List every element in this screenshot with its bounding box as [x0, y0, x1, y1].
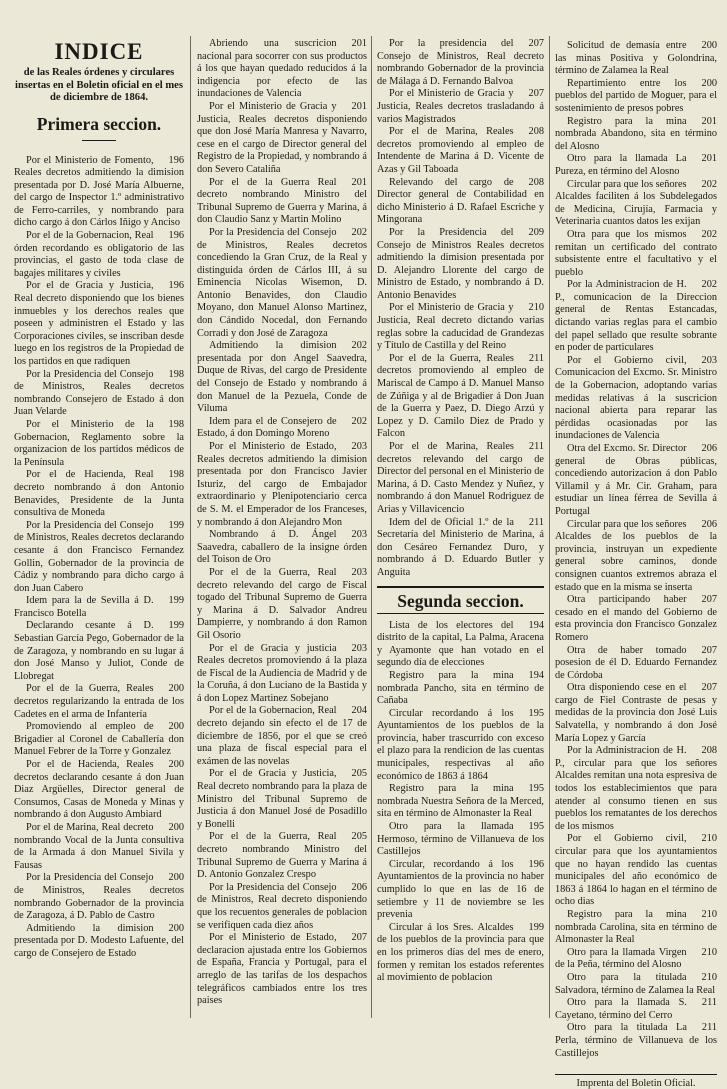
index-entry — [14, 923, 184, 961]
page-number: 207 — [701, 682, 717, 694]
page-number: 204 — [351, 705, 367, 717]
index-entry — [555, 594, 717, 644]
page-number: 205 — [351, 831, 367, 843]
entry-text: Por el de la Guerra, Real decreto nombrando Ministro del Tribunal Supremo de Guerra y Marina á D. Antonio Gonzalez Crespo — [197, 831, 367, 881]
entry-text: Idem para la de Sevilla á D. Francisco Botella — [14, 595, 154, 619]
index-entry — [377, 227, 544, 303]
index-entry — [555, 745, 717, 833]
entry-text: Otra participando haber cesado en el mando del Gobierno de esta provincia don Francisco Gonzalez Romero — [555, 594, 717, 643]
column-3 — [377, 38, 544, 1013]
page-number: 202 — [351, 340, 367, 352]
page-number: 210 — [701, 833, 717, 845]
index-entry — [197, 643, 367, 706]
entry-text: Por el de Gracia y justicia Reales decretos promoviendo á la plaza de Fiscal de la Audiencia de Madrid y de la Coruña, á don Luciano de la Bastida y á don Lopez Martinez Sobejano — [197, 642, 367, 704]
entry-text: Circular para que los señores Alcaldes faciliten á los Subdelegados de Medicina, Cirujía, Farmacia y Veterinaria cuantos datos les exijan — [555, 178, 717, 228]
entry-text: Otra para que los mismos remitan un certificado del contrato subsistente entre el facultativo y el pueblo — [555, 228, 717, 278]
index-entry — [555, 972, 717, 997]
page-number: 205 — [351, 768, 367, 780]
entry-text: Por el de la Guerra, Reales decretos promoviendo al empleo de Mariscal de Campo á D. Manuel Manso de Zúñiga y al de Brigadier á Don Juan de la Guerra y Paez, D. Diego Arzú y Lopez y D. Camilo Diez de Prado y Falcon — [377, 352, 544, 440]
page-number: 207 — [701, 644, 717, 656]
page-number: 201 — [701, 153, 717, 165]
index-entry — [377, 177, 544, 227]
page-number: 203 — [351, 642, 367, 654]
page-number: 211 — [528, 516, 544, 528]
page-number: 207 — [701, 594, 717, 606]
entry-text: Por la presidencia del Consejo de Ministros, Real decreto nombrando Gobernador de la provincia de Málaga á D. Fernando Balvoa — [377, 38, 544, 87]
index-entry — [555, 833, 717, 909]
index-entry — [555, 153, 717, 178]
index-entry — [197, 831, 367, 881]
index-entry — [377, 708, 544, 784]
page-number: 196 — [168, 230, 184, 242]
index-entry — [555, 116, 717, 154]
page-number: 208 — [528, 176, 544, 188]
index-entry — [555, 909, 717, 947]
index-entry — [377, 821, 544, 859]
entry-text: Otro para la llamada Virgen de la Peña, término del Alosno — [555, 946, 687, 971]
entry-text: Otro para la titulada La Perla, término de Villanueva de los Castillejos — [555, 1022, 717, 1059]
page-number: 211 — [701, 1022, 717, 1034]
entry-text: Registro para la mina nombrada Abandono, sita en término del Alosno — [555, 115, 717, 152]
index-entry — [197, 177, 367, 227]
page-number: 201 — [351, 100, 367, 112]
page-number: 196 — [528, 858, 544, 870]
entry-text: Por el de la Guerra Real decreto nombrando Ministro del Tribunal Supremo de Guerra y Marina, á don Claudio Sanz y Martin Molino — [197, 176, 367, 226]
page-number: 200 — [168, 721, 184, 733]
entry-text: Por el Ministerio de la Gobernacion, Reglamento sobre la organizacion de los partidos médicos de la Península — [14, 418, 184, 468]
page-number: 195 — [528, 783, 544, 795]
index-entry — [197, 932, 367, 1008]
entry-text: Otro para la llamada Hermoso, término de Villanueva de los Castillejos — [377, 821, 544, 858]
page-number: 208 — [528, 126, 544, 138]
entry-text: Por la Presidencia del Consejo de Ministros, Reales decretos declarando cesante á don Francisco Fernandez Gollin, Gobernador de la provincia de Cádiz y nombrando para dicho cargo á don Juan Cabero — [14, 519, 184, 594]
page-number: 208 — [701, 745, 717, 757]
entry-text: Por el de la Gobernacion, Real órden recordando es obligatorio de las provincias, el gasto de toda clase de bagajes militares y civiles — [14, 230, 184, 279]
divider — [82, 140, 116, 141]
entry-text: Por la Presidencia del Consejo de Ministros, Reales decretos nombrando Gobernador de la provincia de Zaragoza, á D. Pablo de Castro — [14, 872, 184, 922]
entry-text: Admitiendo la dimision presentada por D. Modesto Lafuente, del cargo de Consejero de Estado — [14, 922, 184, 959]
entry-text: Registro para la mina nombrada Nuestra Señora de la Merced, sita en término de Almonaster la Real — [377, 783, 544, 820]
index-entry — [14, 872, 184, 922]
entry-text: Por la Presidencia del Consejo de Ministros Reales decretos admitiendo la dimision presentada por D. Alejandro Llorente del cargo de Ministro de Estado, y nombrando á D. Antonio Benavides — [377, 226, 544, 301]
page-number: 196 — [168, 280, 184, 292]
page-number: 206 — [701, 443, 717, 454]
entry-text: Por el Ministerio de Estado, declaracion ajustada entre los Gobiernos de España, Francia y Portugal, para el arreglo de las tarifas de los despachos telegráficos cambiados entre los tres paises — [197, 932, 367, 1007]
entry-text: Por el Gobierno civil, circular para que los ayuntamientos que no hayan rendido las cuentas municipales del año económico de 1863 á 1864 lo hagan en el término de ocho dias — [555, 833, 717, 908]
index-entry — [555, 1022, 717, 1060]
index-entry — [14, 419, 184, 469]
page-number: 200 — [168, 683, 184, 695]
page-number: 206 — [701, 518, 717, 530]
entry-text: Por la Presidencia del Consejo de Ministros, Reales decretos concediendo la Gran Cruz, de la Real y distinguida órden de Cárlos III, á su Eminencia Nicolas Wisemon, D. Antonio Benavides, don Claudio Moyano, don Manuel Alonso Martinez, don Cándido Nocedal, don Fernando Corradi y don José de Zaragoza — [197, 226, 367, 339]
entry-text: Por el de Gracia y Justicia, Real decreto disponiendo que los bienes inmuebles y los derechos reales que poseen y administren el Estado y las Corporaciones civiles, se inscriban desde luego en los registros de la Propiedad de los partidos en que radiquen — [14, 280, 184, 367]
page-number: 200 — [168, 759, 184, 770]
index-entry — [377, 517, 544, 580]
page-number: 198 — [168, 418, 184, 430]
section-heading-segunda: Segunda seccion. — [397, 590, 524, 611]
entry-text: Por el Gobierno civil, Comunicacion del Excmo. Sr. Ministro de la Gobernacion, adoptando varias medidas relativas á la suscricion nacional abierta para reparar las pérdidas ocasionadas por las inundaciones de Valencia — [555, 354, 717, 442]
index-entry — [555, 229, 717, 279]
index-entry — [377, 302, 544, 352]
page-number: 210 — [701, 971, 717, 983]
index-entry — [197, 101, 367, 177]
entry-text: Por el Ministerio de Fomento, Reales decretos admitiendo la dimision presentada por D. José María Albuerne, del cargo de Inspector 1.º administrativo de Ferro-carriles, y nombrando para dicho cargo á don Cárlos Iñigo y Anciso — [14, 154, 184, 229]
index-entry — [377, 859, 544, 922]
index-entry — [555, 78, 717, 116]
entry-text: Por el Ministerio de Gracia y Justicia, Reales decretos trasladando á varios Magistrados — [377, 88, 544, 125]
page-number: 194 — [528, 669, 544, 681]
page-number: 200 — [168, 872, 184, 884]
entry-text: Por la Administracion de H. P., comunicacion de la Direccion general de Rentas Estancadas, dictando varias reglas para el cambio del papel sellado que resulte sobrante en poder de particulares — [555, 279, 717, 354]
page-number: 195 — [528, 707, 544, 719]
document-title: INDICE — [54, 39, 144, 64]
entry-text: Por el de Marina, Real decreto nombrando Vocal de la Junta consultiva de la Armada á don Manuel Sivila y Fausas — [14, 821, 184, 871]
entry-text: Admitiendo la dimision presentada por don Angel Saavedra, Duque de Rivas, del cargo de Presidente del Consejo de Estado y nombrando á don Manuel de la Pezuela, Conde de Viluma — [197, 340, 367, 415]
index-entry — [555, 443, 717, 519]
page-number: 203 — [351, 566, 367, 578]
entry-text: Otra disponiendo cese en el cargo de Fiel Contraste de pesas y medidas de la provincia don José Luis Salvatella, y nombrando á don José María Lopez y García — [555, 682, 717, 744]
entry-text: Por el Ministerio de Gracia y Justicia, Real decreto dictando varias reglas sobre la caducidad de Grandezas y Título de Castilla y del Reino — [377, 302, 544, 352]
index-entry — [197, 567, 367, 643]
index-entry — [14, 822, 184, 872]
index-entry — [377, 38, 544, 88]
index-entry — [555, 947, 717, 972]
entry-text: Por el de Gracia y Justicia, Real decreto nombrando para la plaza de Ministro del Tribunal Supremo de Justicia á don Manuel José de Posadillo y Bonelli — [197, 768, 367, 830]
column-rule — [371, 36, 372, 1018]
entry-text: Por el de la Guerra, Real decreto relevando del cargo de Fiscal togado del Tribunal Supremo de Guerra y Marina á D. Salvador Andreu Dampierre, y nombrando á don Ramon Gil Osorio — [197, 566, 367, 641]
page-number: 200 — [168, 821, 184, 833]
index-entry — [197, 227, 367, 340]
page-number: 207 — [528, 88, 544, 100]
page-number: 200 — [701, 77, 717, 89]
page-number: 202 — [701, 178, 717, 190]
page-number: 202 — [351, 226, 367, 238]
page-number: 211 — [528, 441, 544, 452]
index-entry — [377, 88, 544, 126]
index-entry — [14, 520, 184, 596]
page-number: 207 — [351, 932, 367, 944]
entry-text: Por el de Hacienda, Real decreto nombrando á don Antonio Benavides, Presidente de la Junta consultiva de Moneda — [14, 469, 184, 519]
page-number: 206 — [351, 881, 367, 893]
page-number: 194 — [528, 619, 544, 631]
section-heading-primera: Primera seccion. — [36, 113, 162, 134]
page-number: 199 — [528, 921, 544, 933]
page-number: 203 — [701, 354, 717, 366]
entry-text: Promoviendo al empleo de Brigadier al Coronel de Caballería don Manuel Febrer de la Torre y Gonzalez — [14, 721, 184, 758]
page-number: 198 — [168, 368, 184, 380]
entry-text: Por el de Hacienda, Reales decretos declarando cesante á don Juan Diaz Argüelles, Director general de Consumos, Casas de Moneda y Minas y nombrando á don Augusto Ambiard — [14, 759, 184, 821]
page-number: 207 — [528, 38, 544, 49]
entry-text: Por el Ministerio de Estado, Reales decretos admitiendo la dimision presentada por don Francisco Javier Isturiz, del cargo de Embajador extraordinario y Plenipotenciario cerca de S. M. el Emperador de los Franceses, y nombrando á don Alejandro Mon — [197, 441, 367, 528]
index-entry — [377, 441, 544, 517]
index-entry — [14, 759, 184, 822]
entry-text: Circular á los Sres. Alcaldes de los pueblos de la provincia para que en los primeros días del mes de enero, formen y remitan los estados referentes al movimiento de poblacion — [377, 921, 544, 984]
index-entry — [14, 683, 184, 721]
index-entry — [14, 230, 184, 280]
index-entry — [555, 682, 717, 745]
entry-text: Por la Presidencia del Consejo de Ministros, Real decreto disponiendo que los recuentos generales de poblacion se verifiquen cada diez años — [197, 881, 367, 931]
section-box — [377, 586, 544, 614]
page-number: 210 — [701, 908, 717, 920]
page-number: 195 — [528, 821, 544, 833]
footer-imprint: Imprenta del Boletin Oficial. — [555, 1074, 717, 1089]
index-entry — [197, 340, 367, 416]
index-entry — [14, 155, 184, 231]
entry-text: Abriendo una suscricion nacional para socorrer con sus productos á los que hayan quedado reducidos á la indigencia por efecto de las inundaciones de Valencia — [197, 38, 367, 100]
index-entry — [197, 416, 367, 441]
page-number: 199 — [168, 620, 184, 632]
page-number: 196 — [168, 154, 184, 166]
page-number: 200 — [701, 40, 717, 51]
index-entry — [555, 179, 717, 229]
column-2 — [197, 38, 367, 1013]
index-entry — [197, 441, 367, 529]
index-entry — [14, 369, 184, 419]
entry-text: Registro para la mina nombrada Pancho, sita en término de Cañaba — [377, 669, 544, 707]
entry-text: Otra de haber tomado posesion de él D. Eduardo Fernandez de Córdoba — [555, 644, 717, 681]
index-entry — [14, 595, 184, 620]
page-number: 199 — [168, 519, 184, 531]
index-entry — [377, 126, 544, 176]
entry-text: Otro para la llamada La Pureza, en término del Alosno — [555, 153, 687, 177]
index-entry — [555, 997, 717, 1022]
page-number: 203 — [351, 441, 367, 452]
entry-text: Declarando cesante á D. Sebastian García Pego, Gobernador de la de Zaragoza, y nombrando en su lugar á don José Manso y Juliot, Conde de Llobregat — [14, 620, 184, 682]
page-number: 202 — [701, 228, 717, 240]
column-rule — [190, 36, 191, 1018]
index-entry — [555, 40, 717, 78]
entry-text: Por el Ministerio de Gracia y Justicia, Reales decretos disponiendo que don José María Manresa y Navarro, cese en el cargo de Director general del Registro de la Propiedad, y nombrando á don Severo Cataliña — [197, 100, 367, 175]
index-entry — [555, 645, 717, 683]
page-number: 209 — [528, 226, 544, 238]
page-number: 201 — [351, 176, 367, 188]
entry-text: Registro para la mina nombrada Carolina, sita en término de Almonaster la Real — [555, 908, 717, 946]
page-number: 211 — [528, 352, 544, 364]
index-entry — [14, 469, 184, 519]
index-entry — [377, 620, 544, 670]
page-number: 198 — [168, 469, 184, 481]
entry-text: Circular para que los señores Alcaldes de los pueblos de la provincia, instruyan un expediente general sobre caminos, donde consignen cuantos extremos abraza el estado que en la misma se inserta — [555, 518, 717, 593]
document-subtitle: de las Reales órdenes y circulares insertas en el Boletin oficial en el mes de diciembre de 1864. — [15, 67, 183, 103]
index-entry — [197, 768, 367, 831]
entry-text: Por la Administracion de H. P., circular para que los señores Alcaldes remitan una nota espresiva de todos los establecimientos que para atender al consumo tienen en sus pueblos los rematantes de los derechos de los mismos — [555, 745, 717, 832]
index-entry — [14, 620, 184, 683]
entry-text: Lista de los electores del distrito de la capital, La Palma, Aracena y Ayamonte que han votado en el segundo día de elecciones — [377, 619, 544, 669]
entry-text: Por el de la Guerra, Reales decretos regularizando la entrada de los Cadetes en el arma de Infantería — [14, 683, 184, 720]
entry-text: Repartimiento entre los pueblos del partido de Moguer, para el sostenimiento de presos pobres — [555, 77, 717, 114]
page-number: 210 — [701, 946, 717, 958]
index-entry — [197, 882, 367, 932]
index-entry — [14, 280, 184, 368]
page-number: 201 — [351, 38, 367, 49]
column-1 — [14, 40, 184, 1015]
index-entry — [377, 353, 544, 441]
page-number: 210 — [528, 302, 544, 314]
index-entry — [197, 38, 367, 101]
index-entry — [555, 519, 717, 595]
page-number: 200 — [168, 922, 184, 934]
index-entry — [377, 922, 544, 985]
entry-text: Otro para la llamada S. Cayetano, término del Cerro — [555, 997, 687, 1021]
index-entry — [377, 783, 544, 821]
entry-text: Idem del de Oficial 1.º de la Secretaría del Ministerio de Marina, á don Cesáreo Fernandez Duro, y nombrando á D. Eduardo Butler y Anguita — [377, 516, 544, 578]
entry-text: Otro para la titulada Salvadora, término de Zalamea la Real — [555, 971, 716, 996]
page-number: 201 — [701, 115, 717, 127]
entry-text: Por el de la Gobernacion, Real decreto dejando sin efecto el de 17 de diciembre de 1856, por el que se creó una plaza de fiscal especial para el exámen de las novelas — [197, 705, 367, 767]
index-entry — [377, 670, 544, 708]
index-entry — [197, 529, 367, 567]
entry-text: Por la Presidencia del Consejo de Ministros, Reales decretos nombrando Consejero de Estado á don Juan Velarde — [14, 368, 184, 418]
entry-text: Relevando del cargo de Director general de Contabilidad en dicho Ministerio á D. Rafael Escriche y Mingorana — [377, 176, 544, 226]
index-entry — [555, 279, 717, 355]
entry-text: Circular, recordando á los Ayuntamientos de la provincia no haber cumplido lo que en las de 16 de setiembre y 11 de noviembre se les prevenia — [377, 858, 544, 921]
column-rule — [549, 36, 550, 1018]
entry-text: Idem para el de Consejero de Estado, á don Domingo Moreno — [197, 415, 337, 440]
entry-text: Nombrando á D. Ángel Saavedra, caballero de la insigne órden del Toison de Oro — [197, 529, 367, 566]
page-number: 199 — [168, 595, 184, 607]
entry-text: Por el de Marina, Reales decretos promoviendo al empleo de Intendente de Marina á D. Vicente de Azas y Gil Taboada — [377, 126, 544, 175]
entry-text: Por el de Marina, Reales decretos relevando del cargo de Director del personal en el Ministerio de Marina, á D. Casto Mendez y Nuñez, y nombrando á don Manuel Rodriguez de Arias y Villavicencio — [377, 441, 544, 515]
entry-text: Otra del Excmo. Sr. Director general de Obras públicas, concediendo autorizacion á don Pablo Villamil y á Mr. Cir. Graham, para estudiar un línea férrea de Sevilla á Portugal — [555, 443, 717, 517]
page-number: 202 — [351, 415, 367, 427]
page-number: 203 — [351, 529, 367, 541]
page-number: 202 — [701, 279, 717, 291]
index-entry — [555, 355, 717, 443]
entry-text: Solicitud de demasía entre las minas Positiva y Golondrina, término de Zalamea la Real — [555, 40, 717, 77]
entry-text: Circular recordando á los Ayuntamientos de los pueblos de la provincia, haber trascurrido con exceso el plazo para la rendicion de las cuentas municipales, respectivas al año económico de 1863 á 1864 — [377, 707, 544, 782]
index-entry — [14, 721, 184, 759]
index-entry — [197, 705, 367, 768]
page-number: 211 — [701, 997, 717, 1009]
column-4 — [555, 40, 717, 1089]
